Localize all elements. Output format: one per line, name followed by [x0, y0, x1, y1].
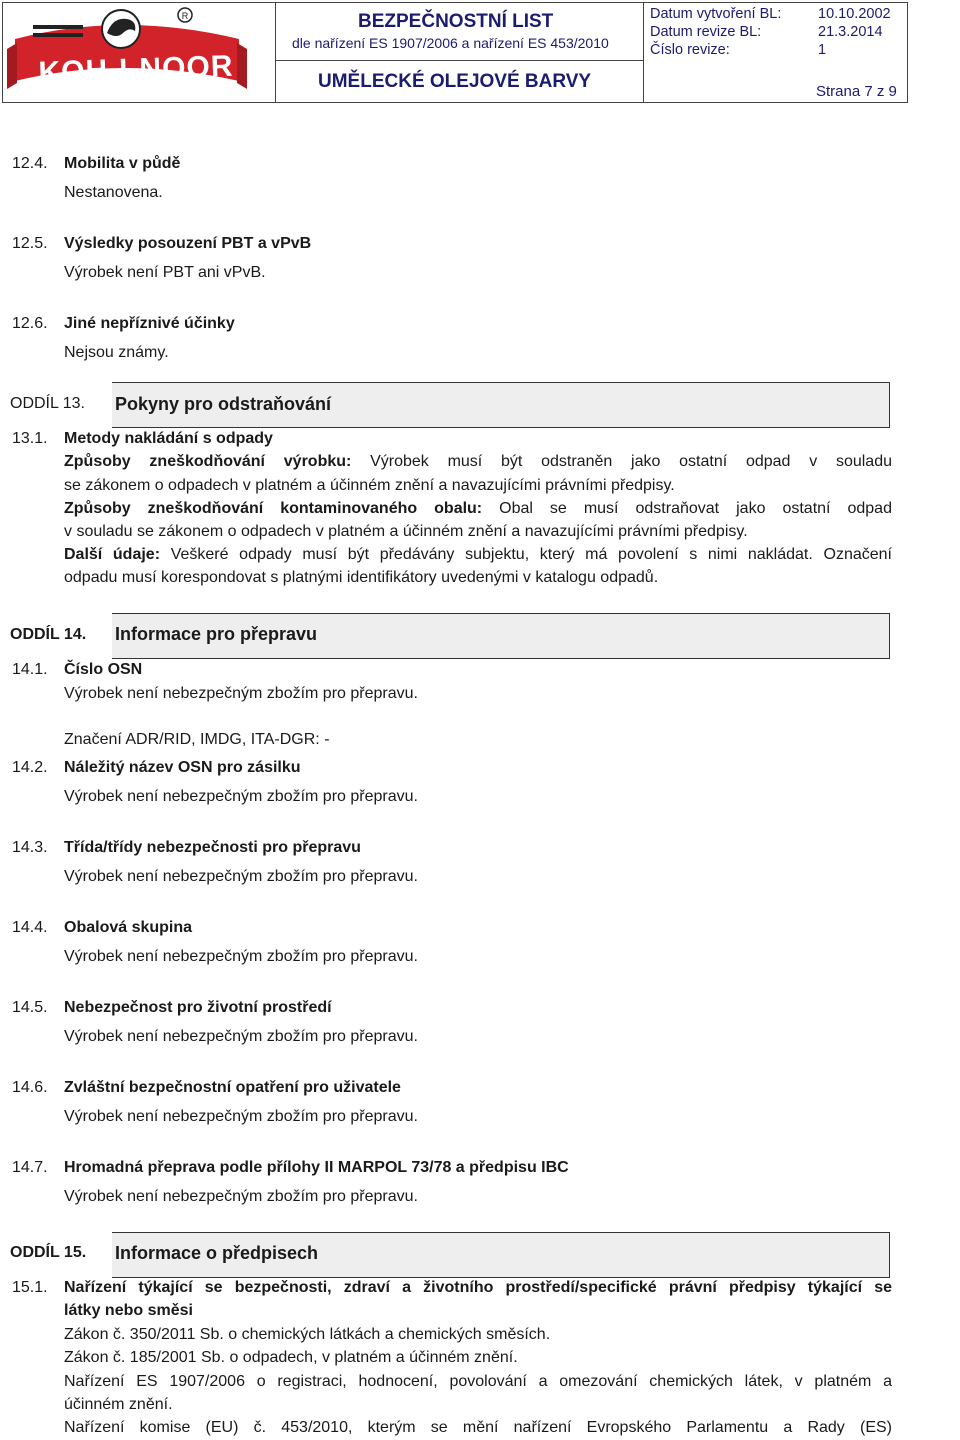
subsection-title: Číslo OSN [64, 661, 143, 678]
subsection-title: Mobilita v půdě [64, 155, 181, 172]
additional-info-paragraph [64, 545, 892, 564]
paragraph-text: se zákonem o odpadech v platném a účinném znění a navazujícími právními předpisy. [64, 477, 675, 494]
header-meta-cell [644, 2, 908, 103]
subsection-number: 14.5. [12, 999, 48, 1016]
paragraph-text: Veškeré odpady musí být předávány subjektu, který má povolení s nimi nakládat. Označení [170, 546, 892, 563]
subsection-text: Výrobek není nebezpečným zbožím pro přepravu. [64, 1108, 418, 1125]
subsection-text: Nestanovena. [64, 184, 163, 201]
subsection-title: Hromadná přeprava podle přílohy II MARPOL 73/78 a předpisu IBC [64, 1159, 569, 1176]
disposal-packaging-paragraph [64, 499, 892, 518]
regulation-item: Nařízení komise (EU) č. 453/2010, kterým se mění nařízení Evropského Parlamentu a Rady (ES) [64, 1419, 892, 1436]
disposal-product-paragraph [64, 452, 892, 471]
header-logo-cell [2, 2, 276, 103]
revised-value: 21.3.2014 [818, 24, 883, 40]
section-title: Informace o předpisech [115, 1243, 319, 1263]
created-value: 10.10.2002 [818, 6, 891, 22]
paragraph-label: Další údaje: [64, 546, 161, 563]
subsection-title: Výsledky posouzení PBT a vPvB [64, 235, 312, 252]
regulation-item-continued: účinném znění. [64, 1396, 173, 1413]
product-name: UMĚLECKÉ OLEJOVÉ BARVY [318, 71, 592, 92]
subsection-number: 12.4. [12, 155, 48, 172]
subsection-title: Zvláštní bezpečnostní opatření pro uživatele [64, 1079, 401, 1096]
revision-label: Číslo revize: [650, 42, 730, 58]
subsection-title: Třída/třídy nebezpečnosti pro přepravu [64, 839, 361, 856]
subsection-text: Nejsou známy. [64, 344, 169, 361]
paragraph-text: Výrobek musí být odstraněn jako ostatní odpad v souladu [370, 453, 893, 470]
subsection-number: 12.5. [12, 235, 48, 252]
regulation-item: Zákon č. 185/2001 Sb. o odpadech, v platném a účinném znění. [64, 1349, 518, 1366]
subsection-number: 14.6. [12, 1079, 48, 1096]
section-title: Informace pro přepravu [115, 624, 318, 644]
subsection-title: Obalová skupina [64, 919, 193, 936]
regulation-item: Zákon č. 350/2011 Sb. o chemických látkách a chemických směsích. [64, 1326, 551, 1343]
subsection-text: Výrobek není nebezpečným zbožím pro přepravu. [64, 788, 418, 805]
revised-label: Datum revize BL: [650, 24, 762, 40]
page-number: Strana 7 z 9 [816, 83, 897, 100]
header-divider [276, 60, 643, 61]
subsection-number: 14.3. [12, 839, 48, 856]
subsection-number: 14.4. [12, 919, 48, 936]
subsection-text: Výrobek není nebezpečným zbožím pro přepravu. [64, 868, 418, 885]
subsection-text: Výrobek není nebezpečným zbožím pro přepravu. [64, 1188, 418, 1205]
subsection-text: Výrobek není nebezpečným zbožím pro přepravu. [64, 1028, 418, 1045]
document-title: BEZPEČNOSTNÍ LIST [358, 11, 554, 32]
section-number: ODDÍL 14. [10, 626, 87, 643]
regulation-subtitle: dle nařízení ES 1907/2006 a nařízení ES 453/2010 [292, 35, 609, 51]
paragraph-text: v souladu se zákonem o odpadech v platném a účinném znění a navazujícími právními předpisy. [64, 523, 748, 540]
subsection-number: 15.1. [12, 1279, 48, 1296]
section-number: ODDÍL 15. [10, 1244, 87, 1261]
subsection-title: Náležitý název OSN pro zásilku [64, 759, 301, 776]
created-label: Datum vytvoření BL: [650, 6, 782, 22]
regulation-item: Nařízení ES 1907/2006 o registraci, hodnocení, povolování a omezování chemických látek, v platném a [64, 1373, 892, 1390]
subsection-title: Nařízení týkající se bezpečnosti, zdraví a životního prostředí/specifické právní předpisy týkající se [64, 1279, 892, 1296]
subsection-title: Nebezpečnost pro životní prostředí [64, 999, 332, 1016]
transport-marking: Značení ADR/RID, IMDG, ITA-DGR: - [64, 731, 330, 748]
section-number: ODDÍL 13. [10, 395, 85, 412]
revision-value: 1 [818, 42, 827, 58]
subsection-number: 12.6. [12, 315, 48, 332]
header-title-cell [276, 2, 644, 103]
subsection-text: Výrobek není nebezpečným zbožím pro přepravu. [64, 948, 418, 965]
svg-text:R: R [181, 11, 189, 21]
paragraph-text: odpadu musí korespondovat s platnými identifikátory uvedenými v katalogu odpadů. [64, 569, 659, 586]
subsection-number: 13.1. [12, 430, 48, 447]
paragraph-text: Obal se musí odstraňovat jako ostatní odpad [499, 500, 892, 517]
subsection-number: 14.2. [12, 759, 48, 776]
section-title: Pokyny pro odstraňování [115, 394, 332, 414]
subsection-title-continued: látky nebo směsi [64, 1302, 193, 1319]
logo-text: KOH-I-NOOR [37, 49, 234, 90]
paragraph-label: Způsoby zneškodňování výrobku: [64, 453, 352, 470]
subsection-number: 14.7. [12, 1159, 48, 1176]
subsection-number: 14.1. [12, 661, 48, 678]
subsection-title: Metody nakládání s odpady [64, 430, 273, 447]
subsection-text: Výrobek není PBT ani vPvB. [64, 264, 266, 281]
subsection-text: Výrobek není nebezpečným zbožím pro přepravu. [64, 685, 418, 702]
subsection-title: Jiné nepříznivé účinky [64, 315, 235, 332]
paragraph-label: Způsoby zneškodňování kontaminovaného obalu: [64, 500, 483, 517]
